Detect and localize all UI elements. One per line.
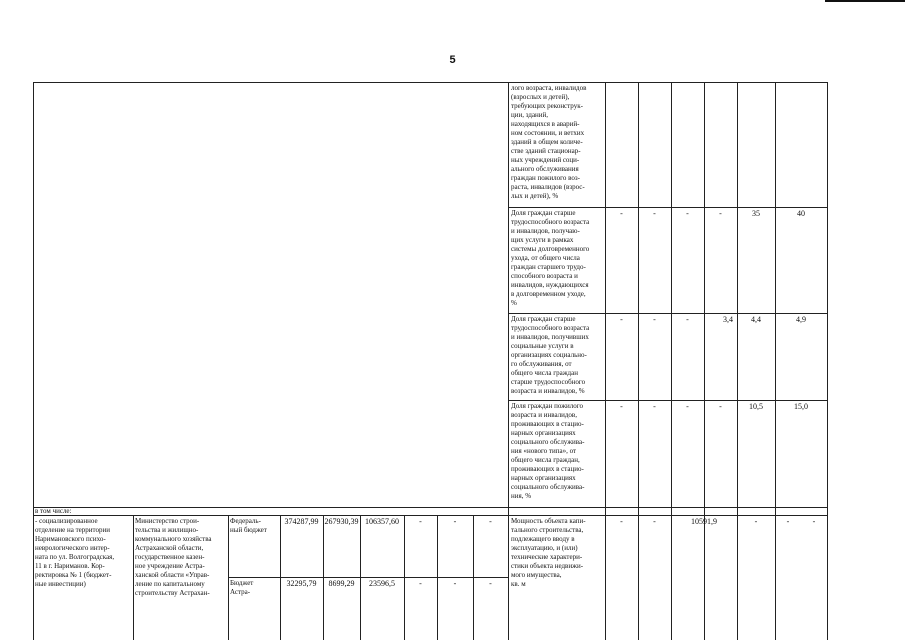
including-label: в том числе: bbox=[35, 507, 72, 515]
funding-year3: - bbox=[419, 517, 422, 526]
corner-rule bbox=[825, 0, 905, 2]
col-divider-v1 bbox=[605, 82, 606, 640]
indicator-value: 35 bbox=[752, 209, 760, 218]
project-indicator-value: - bbox=[786, 517, 790, 526]
row-divider-funding bbox=[228, 577, 508, 578]
col-divider-v6 bbox=[775, 82, 776, 640]
funding-year5: - bbox=[489, 517, 492, 526]
indicator-value: - bbox=[686, 315, 689, 324]
project-indicator-value: - bbox=[620, 517, 623, 526]
funding-year4: - bbox=[453, 517, 457, 526]
col-divider-v5 bbox=[737, 82, 738, 640]
project-indicator-text: Мощность объекта капи- тального строительства, подлежащего вводу в эксплуатацию, и (или) технические характери- стики объекта недвижи- мого имущества, кв. м bbox=[511, 517, 586, 588]
row-divider-3 bbox=[508, 400, 828, 401]
indicator-value: - bbox=[620, 209, 623, 218]
indicator-value: - bbox=[653, 402, 656, 411]
table-border-left bbox=[33, 82, 34, 640]
indicator-value: - bbox=[620, 315, 623, 324]
project-indicator-value: - bbox=[754, 517, 758, 526]
funding-source-federal: Федераль- ный бюджет bbox=[230, 517, 267, 534]
col-divider-executor bbox=[133, 515, 134, 640]
funding-year4: - bbox=[453, 579, 457, 588]
funding-source-regional: Бюджет Астра- bbox=[230, 579, 254, 596]
indicator-text-1: лого возраста, инвалидов (взрослых и детей), требующих реконструк- ции, зданий, находящихся в аварий- ном состоянии, и ветхих зданий в общем количе- стве зданий стационар- ных учреждений соци- ального обслуживания граждан пожилого воз- раста, инвалидов (взрос- лых и детей), % bbox=[511, 84, 587, 200]
project-executor: Министерство строи- тельства и жилищно- коммунального хозяйства Астраханской области, государственное казен- ное учреждение Астра- ханской области «Управ- ление по капитальному строительству Астрахан- bbox=[135, 517, 212, 597]
row-divider-1 bbox=[508, 207, 828, 208]
indicator-value: 40 bbox=[797, 209, 805, 218]
indicator-value: - bbox=[686, 402, 689, 411]
indicator-value: - bbox=[653, 315, 656, 324]
funding-year2: 106357,60 bbox=[365, 517, 399, 526]
indicator-text-2: Доля граждан старше трудоспособного возраста и инвалидов, получаю- щих услуги в рамках системы долговременного ухода, от общего числа граждан старшего трудо- способного возраста и инвалидов, нуждающихся в долговременном уходе, % bbox=[511, 209, 590, 307]
col-divider-indicator bbox=[508, 82, 509, 640]
funding-year1: 8699,29 bbox=[328, 579, 355, 588]
funding-total: 374287,99 bbox=[284, 517, 319, 526]
indicator-value: 15,0 bbox=[794, 402, 808, 411]
table-border-right bbox=[827, 82, 828, 640]
project-indicator-value: - bbox=[812, 517, 816, 526]
col-divider-v3 bbox=[671, 82, 672, 640]
funding-year5: - bbox=[489, 579, 492, 588]
funding-total: 32295,79 bbox=[286, 579, 317, 588]
funding-year1: 267930,39 bbox=[324, 517, 359, 526]
indicator-text-4: Доля граждан пожилого возраста и инвалидов, проживающих в стацио- нарных организациях социального обслужива- ния «нового типа», от общего числа граждан, проживающих в стацио- нарных организациях социального обслужива- ния, % bbox=[511, 402, 585, 500]
funding-year2: 23596,5 bbox=[369, 579, 395, 588]
indicator-value: 3,4 bbox=[723, 315, 733, 324]
indicator-value: - bbox=[620, 402, 623, 411]
page-number: 5 bbox=[449, 54, 456, 66]
indicator-value: 10,5 bbox=[749, 402, 763, 411]
indicator-value: 4,9 bbox=[796, 315, 806, 324]
funding-year3: - bbox=[419, 579, 422, 588]
project-name: - социализированное отделение на территории Наримановского психо- неврологического интер- ната по ул. Волгоградская, 11 в г. Нариманов. Кор- ректировка № 1 (бюджет- ные инвестиции) bbox=[35, 517, 115, 588]
project-indicator-value: - bbox=[653, 517, 656, 526]
indicator-value: - bbox=[719, 209, 722, 218]
col-divider-v2 bbox=[638, 82, 639, 640]
project-indicator-value: 10591,9 bbox=[691, 517, 717, 526]
indicator-value: 4,4 bbox=[751, 315, 761, 324]
table-border-top bbox=[33, 82, 828, 83]
indicator-text-3: Доля граждан старше трудоспособного возраста и инвалидов, получивших социальные услуги в организациях социально- го обслуживания, от общего числа граждан старше трудоспособного возраста и инвалидов, % bbox=[511, 315, 590, 395]
row-divider-2 bbox=[508, 313, 828, 314]
col-divider-v4 bbox=[704, 82, 705, 640]
indicator-value: - bbox=[653, 209, 656, 218]
indicator-value: - bbox=[686, 209, 689, 218]
indicator-value: - bbox=[719, 402, 722, 411]
